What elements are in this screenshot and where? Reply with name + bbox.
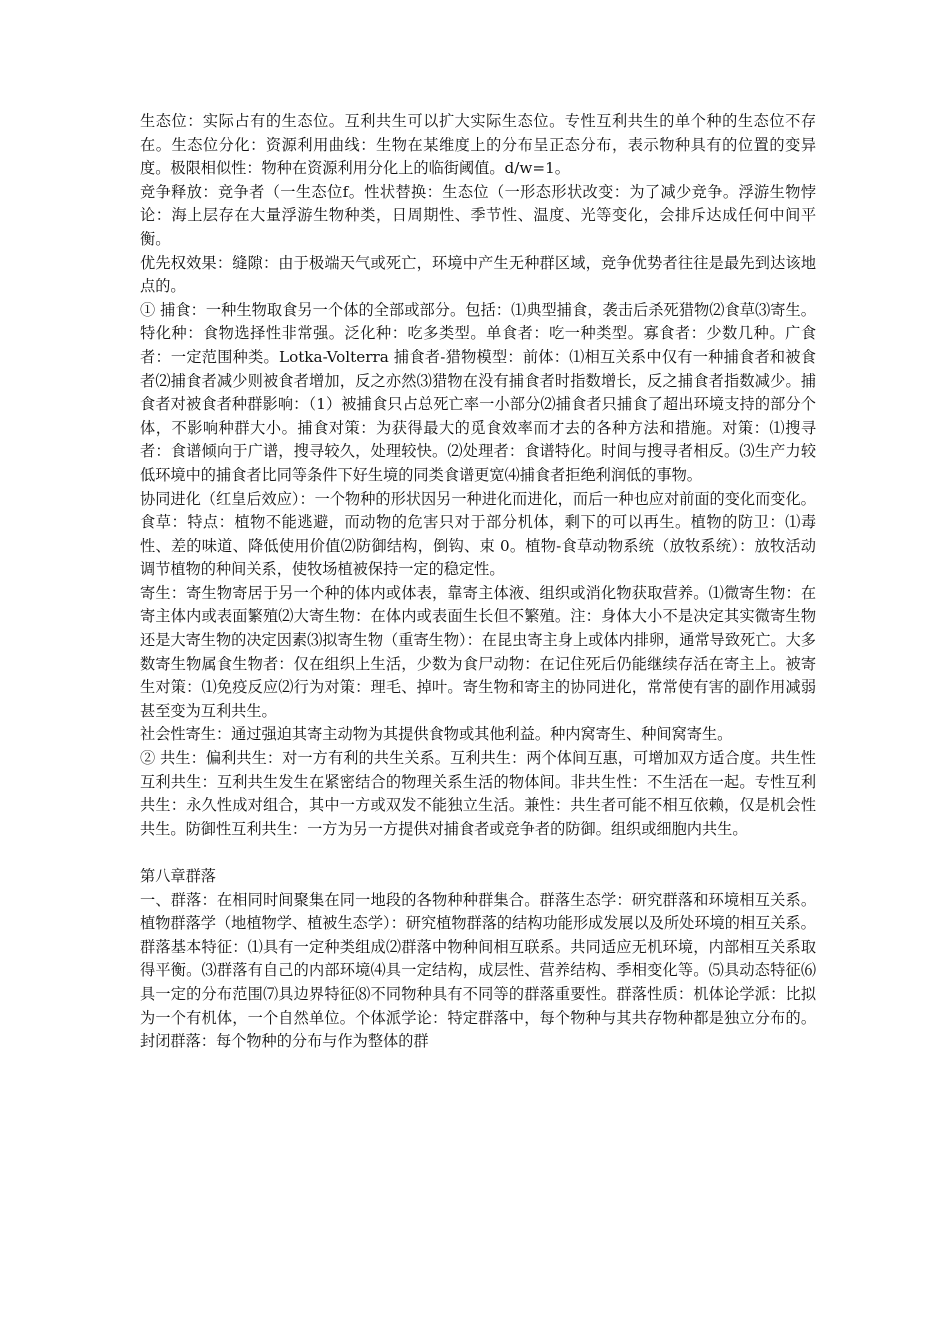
paragraph-coevolution: 协同进化（红皇后效应）：一个物种的形状因另一种进化而进化，而后一种也应对前面的变化而变化。 [140, 489, 816, 508]
paragraph-priority-effect: 优先权效果：缝隙：由于极端天气或死亡，环境中产生无种群区域，竞争优势者往往是最先到达该地点的。 [140, 253, 816, 296]
chapter-heading: 第八章群落 [140, 867, 216, 885]
paragraph-social-parasitism: 社会性寄生：通过强迫其寄主动物为其提供食物或其他利益。种内窝寄生、种间窝寄生。 [140, 725, 733, 744]
paragraph-competitive-release: 竞争释放：竞争者（一生态位f。性状替换：生态位（一形态形状改变：为了减少竞争。浮游生物悖论：海上层存在大量浮游生物种类，日周期性、季节性、温度、光等变化，会排斥达成任何中间平衡。 [140, 182, 816, 248]
paragraph-predation: ① 捕食：一种生物取食另一个体的全部或部分。包括：⑴典型捕食，袭击后杀死猎物⑵食草⑶寄生。特化种：食物选择性非常强。泛化种：吃多类型。单食者：吃一种类型。寡食者：少数几种。广食者：一定范围种类。Lotka-Volterra 捕食者-猎物模型：前体：⑴相互关系中仅有一种捕食者和被食者⑵捕食者减少则被食者增加，反之亦然⑶猎物在没有捕食者时指数增长，反之捕食者指数减少。捕食者对被食者种群影响：（1）被捕食只占总死亡率一小部分⑵捕食者只捕食了超出环境支持的部分个体，不影响种群大小。捕食对策：为获得最大的觅食效率而才去的各种方法和措施。对策：⑴搜寻者：食谱倾向于广谱，搜寻较久，处理较快。⑵处理者：食谱特化。时间与搜寻者相反。⑶生产力较低环境中的捕食者比同等条件下好生境的同类食谱更宽⑷捕食者拒绝利润低的事物。 [140, 300, 816, 484]
paragraph-community: 一、群落：在相同时间聚集在同一地段的各物种种群集合。群落生态学：研究群落和环境相互关系。植物群落学（地植物学、植被生态学）：研究植物群落的结构功能形成发展以及所处环境的相互关系。 [140, 890, 816, 933]
paragraph-parasitism: 寄生：寄生物寄居于另一个种的体内或体表，靠寄主体液、组织或消化物获取营养。⑴微寄生物：在寄主体内或表面繁殖⑵大寄生物：在体内或表面生长但不繁殖。注：身体大小不是决定其实微寄生物还是大寄生物的决定因素⑶拟寄生物（重寄生物）：在昆虫寄主身上或体内排卵，通常导致死亡。大多数寄生物属食生物者：仅在组织上生活，少数为食尸动物：在记住死后仍能继续存活在寄主上。被寄生对策：⑴免疫反应⑵行为对策：理毛、掉叶。寄生物和寄主的协同进化，常常使有害的副作用减弱甚至变为互利共生。 [140, 583, 816, 720]
paragraph-community-features: 群落基本特征：⑴具有一定种类组成⑵群落中物种间相互联系。共同适应无机环境，内部相互关系取得平衡。⑶群落有自己的内部环境⑷具一定结构，成层性、营养结构、季相变化等。⑸具动态特征⑹具一定的分布范围⑺具边界特征⑻不同物种具有不同等的群落重要性。群落性质：机体论学派：比拟为一个有机体，一个自然单位。个体派学论：特定群落中，每个物种与其共存物种都是独立分布的。封闭群落：每个物种的分布与作为整体的群 [140, 937, 816, 1051]
paragraph-herbivory: 食草：特点：植物不能逃避，而动物的危害只对于部分机体，剩下的可以再生。植物的防卫：⑴毒性、差的味道、降低使用价值⑵防御结构，倒钩、束 0。植物-食草动物系统（放牧系统）：放牧活动调节植物的种间关系，使牧场植被保持一定的稳定性。 [140, 513, 816, 579]
paragraph-symbiosis: ② 共生：偏利共生：对一方有利的共生关系。互利共生：两个体间互惠，可增加双方适合度。共生性互利共生：互利共生发生在紧密结合的物理关系生活的物体间。非共生性：不生活在一起。专性互利共生：永久性成对组合，其中一方或双发不能独立生活。兼性：共生者可能不相互依赖，仅是机会性共生。防御性互利共生：一方为另一方提供对捕食者或竞争者的防御。组织或细胞内共生。 [140, 749, 816, 838]
document-page [140, 110, 816, 1054]
paragraph-niche: 生态位：实际占有的生态位。互利共生可以扩大实际生态位。专性互利共生的单个种的生态位不存在。生态位分化：资源利用曲线：生物在某维度上的分布呈正态分布，表示物种具有的位置的变异度。极限相似性：物种在资源利用分化上的临街阈值。d/w=1。 [140, 112, 816, 178]
blank-line [140, 841, 816, 865]
